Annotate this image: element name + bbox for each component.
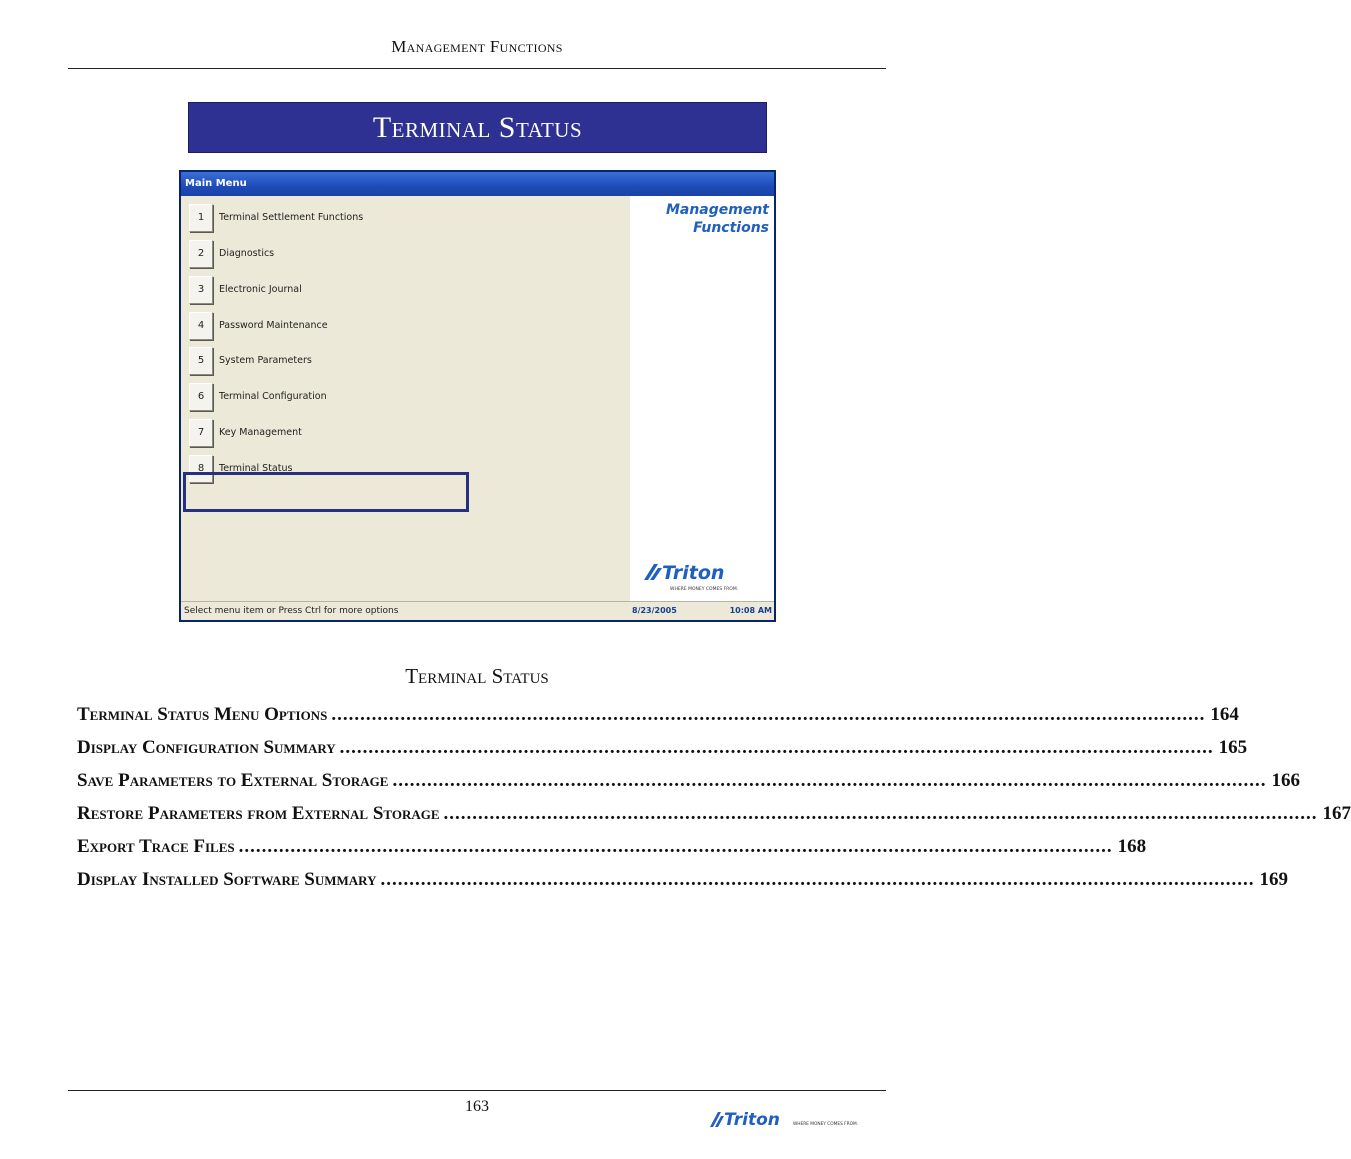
menu-item-label: Diagnostics xyxy=(219,248,275,259)
toc-entry[interactable] xyxy=(77,836,1147,869)
menu-item-electronic-journal[interactable] xyxy=(189,276,609,306)
toc-page: 165 xyxy=(1218,737,1248,758)
menu-item-diagnostics[interactable] xyxy=(189,240,609,270)
triton-swoosh-icon xyxy=(644,564,662,580)
side-panel-title xyxy=(666,201,769,237)
toc-page: 169 xyxy=(1259,869,1288,890)
toc-leader: ........................................................................................................................................................ xyxy=(392,770,1267,791)
side-title-line1: Management xyxy=(665,202,769,218)
toc-leader: ........................................................................................................................................................ xyxy=(443,803,1318,824)
toc-label: Save Parameters to External Storage xyxy=(77,770,389,791)
toc-label: Terminal Status Menu Options xyxy=(77,704,328,725)
running-head: Management Functions xyxy=(391,37,563,56)
toc-label: Display Configuration Summary xyxy=(77,737,336,758)
triton-swoosh-icon xyxy=(710,1112,724,1127)
menu-item-label: Terminal Settlement Functions xyxy=(219,212,364,223)
side-panel xyxy=(630,196,774,602)
menu-item-label: System Parameters xyxy=(219,355,312,366)
toc-leader: ........................................................................................................................................................ xyxy=(331,704,1206,725)
footer-rule xyxy=(68,1090,886,1091)
menu-item-terminal-configuration[interactable] xyxy=(189,383,609,413)
menu-item-label: Terminal Status xyxy=(219,463,293,474)
status-time: 10:08 AM xyxy=(729,606,772,615)
menu-button-4[interactable]: 4 xyxy=(189,312,213,340)
menu-item-terminal-settlement[interactable] xyxy=(189,204,609,234)
menu-button-6[interactable]: 6 xyxy=(189,383,213,411)
toc-leader: ........................................................................................................................................................ xyxy=(339,737,1214,758)
footer-logo-tagline: WHERE MONEY COMES FROM. xyxy=(793,1122,859,1127)
menu-item-key-management[interactable] xyxy=(189,419,609,449)
window-titlebar: Main Menu xyxy=(181,172,774,196)
footer-logo-wordmark: Triton xyxy=(724,1110,780,1130)
logo-tagline: WHERE MONEY COMES FROM. xyxy=(670,587,739,592)
footer-triton-logo xyxy=(709,1106,873,1132)
toc-leader: ........................................................................................................................................................ xyxy=(380,869,1255,890)
toc-entry[interactable] xyxy=(77,869,1288,902)
menu-area xyxy=(181,196,630,602)
chapter-banner: Terminal Status xyxy=(188,102,767,153)
toc-label: Restore Parameters from External Storage xyxy=(77,803,440,824)
triton-logo xyxy=(642,558,760,602)
toc-label: Export Trace Files xyxy=(77,836,235,857)
page-number: 163 xyxy=(465,1098,489,1115)
section-title: Terminal Status xyxy=(405,664,549,688)
menu-button-7[interactable]: 7 xyxy=(189,419,213,447)
toc-entry[interactable] xyxy=(77,704,1239,737)
toc-page: 166 xyxy=(1271,770,1300,791)
header-rule xyxy=(68,68,886,69)
menu-button-3[interactable]: 3 xyxy=(189,276,213,304)
side-title-line2: Functions xyxy=(693,220,769,236)
toc-page: 164 xyxy=(1210,704,1239,725)
status-date: 8/23/2005 xyxy=(632,606,677,615)
menu-item-system-parameters[interactable] xyxy=(189,347,609,377)
menu-item-label: Electronic Journal xyxy=(219,284,302,295)
table-of-contents xyxy=(77,704,1351,902)
toc-entry[interactable] xyxy=(77,803,1351,836)
menu-button-8[interactable]: 8 xyxy=(189,455,213,483)
toc-leader: ........................................................................................................................................................ xyxy=(238,836,1113,857)
menu-button-5[interactable]: 5 xyxy=(189,347,213,375)
menu-button-1[interactable]: 1 xyxy=(189,204,213,232)
menu-item-label: Terminal Configuration xyxy=(219,391,327,402)
status-message: Select menu item or Press Ctrl for more options xyxy=(184,606,399,616)
toc-label: Display Installed Software Summary xyxy=(77,869,377,890)
toc-page: 167 xyxy=(1322,803,1351,824)
menu-item-label: Key Management xyxy=(219,427,302,438)
menu-item-password-maintenance[interactable] xyxy=(189,312,609,342)
status-bar xyxy=(181,601,774,620)
logo-wordmark: Triton xyxy=(662,562,725,584)
toc-page: 168 xyxy=(1117,836,1147,857)
menu-button-2[interactable]: 2 xyxy=(189,240,213,268)
toc-entry[interactable] xyxy=(77,737,1248,770)
menu-item-label: Password Maintenance xyxy=(219,320,328,331)
highlight-box xyxy=(183,472,469,512)
toc-entry[interactable] xyxy=(77,770,1300,803)
main-menu-screenshot xyxy=(179,170,776,622)
